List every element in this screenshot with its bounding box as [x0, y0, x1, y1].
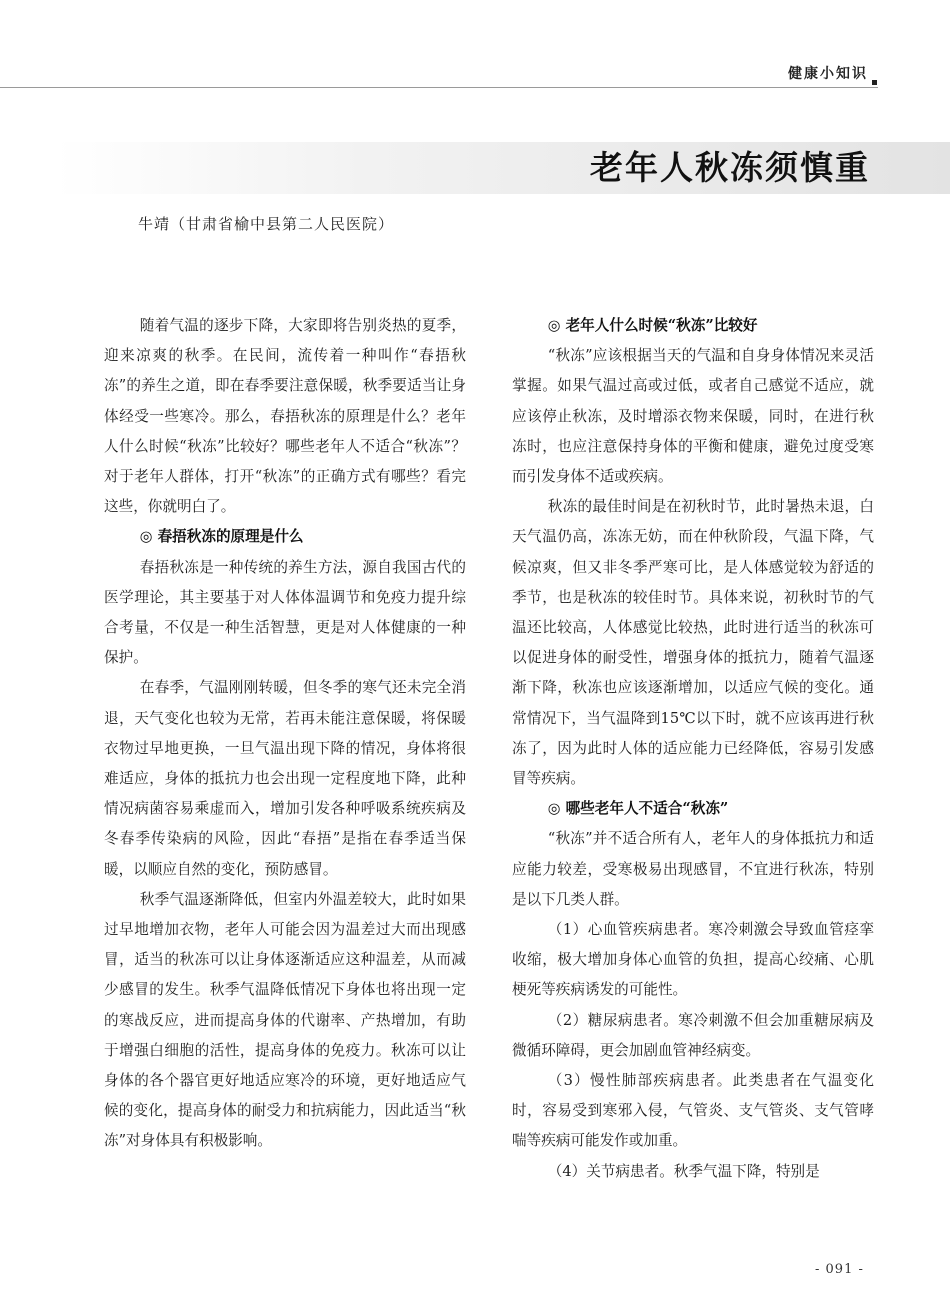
- section-heading: ◎ 哪些老年人不适合“秋冻”: [547, 800, 729, 818]
- left-column: [104, 311, 466, 1157]
- header-square-marker: [872, 80, 877, 85]
- article-title: 老年人秋冻须慎重: [590, 148, 870, 187]
- section-label: 健康小知识: [788, 66, 868, 82]
- body-paragraph: 秋季气温逐渐降低，但室内外温差较大，此时如果过早地增加衣物，老年人可能会因为温差过大而出现感冒，适当的秋冻可以让身体逐渐适应这种温差，从而减少感冒的发生。秋季气温降低情况下身体也将出现一定的寒战反应，进而提高身体的代谢率、产热增加，有助于增强白细胞的活性，提高身体的免疫力。秋冻可以让身体的各个器官更好地适应寒冷的环境，更好地适应气候的变化，提高身体的耐受力和抗病能力，因此适当“秋冻”对身体具有积极影响。: [104, 890, 466, 1150]
- body-paragraph: “秋冻”应该根据当天的气温和自身身体情况来灵活掌握。如果气温过高或过低，或者自己感觉不适应，就应该停止秋冻，及时增添衣物来保暖，同时，在进行秋冻时，也应注意保持身体的平衡和健康，避免过度受寒而引发身体不适或疾病。: [512, 347, 874, 486]
- body-paragraph: 秋冻的最佳时间是在初秋时节，此时暑热未退，白天气温仍高，冻冻无妨，而在仲秋阶段，气温下降，气候凉爽，但又非冬季严寒可比，是人体感觉较为舒适的季节，也是秋冻的较佳时节。具体来说，初秋时节的气温还比较高，人体感觉比较热，此时进行适当的秋冻可以促进身体的耐受性，增强身体的抵抗力，随着气温逐渐下降，秋冻也应该逐渐增加，以适应气候的变化。通常情况下，当气温降到15℃以下时，就不应该再进行秋冻了，因为此时人体的适应能力已经降低，容易引发感冒等疾病。: [512, 498, 874, 788]
- intro-paragraph: 随着气温的逐步下降，大家即将告别炎热的夏季，迎来凉爽的秋季。在民间，流传着一种叫作“春捂秋冻”的养生之道，即在春季要注意保暖，秋季要适当让身体经受一些寒冷。那么，春捂秋冻的原理是什么？老年人什么时候“秋冻”比较好？哪些老年人不适合“秋冻”？对于老年人群体，打开“秋冻”的正确方式有哪些？看完这些，你就明白了。: [104, 317, 466, 516]
- page-number: - 091 -: [815, 1262, 864, 1277]
- list-item: （1）心血管疾病患者。寒冷刺激会导致血管痉挛收缩，极大增加身体心血管的负担，提高心绞痛、心肌梗死等疾病诱发的可能性。: [512, 921, 874, 999]
- author-line: 牛靖（甘肃省榆中县第二人民医院）: [138, 215, 395, 233]
- list-item: （3）慢性肺部疾病患者。此类患者在气温变化时，容易受到寒邪入侵，气管炎、支气管炎、支气管哮喘等疾病可能发作或加重。: [512, 1072, 874, 1150]
- body-paragraph: “秋冻”并不适合所有人，老年人的身体抵抗力和适应能力较差，受寒极易出现感冒，不宜进行秋冻，特别是以下几类人群。: [512, 830, 874, 908]
- section-heading: ◎ 老年人什么时候“秋冻”比较好: [547, 317, 758, 334]
- list-item: （2）糖尿病患者。寒冷刺激不但会加重糖尿病及微循环障碍，更会加剧血管神经病变。: [512, 1011, 874, 1059]
- body-paragraph: 在春季，气温刚刚转暖，但冬季的寒气还未完全消退，天气变化也较为无常，若再未能注意保暖，将保暖衣物过早地更换，一旦气温出现下降的情况，身体将很难适应，身体的抵抗力也会出现一定程度地下降，此种情况病菌容易乘虚而入，增加引发各种呼吸系统疾病及冬春季传染病的风险，因此“春捂”是指在春季适当保暖，以顺应自然的变化，预防感冒。: [104, 679, 466, 878]
- body-paragraph: 春捂秋冻是一种传统的养生方法，源自我国古代的医学理论，其主要基于对人体体温调节和免疫力提升综合考量，不仅是一种生活智慧，更是对人体健康的一种保护。: [104, 558, 466, 667]
- header-rule: [0, 87, 878, 88]
- section-heading: ◎ 春捂秋冻的原理是什么: [139, 528, 304, 546]
- right-column: [512, 311, 874, 1187]
- list-item: （4）关节病患者。秋季气温下降，特别是: [547, 1162, 820, 1180]
